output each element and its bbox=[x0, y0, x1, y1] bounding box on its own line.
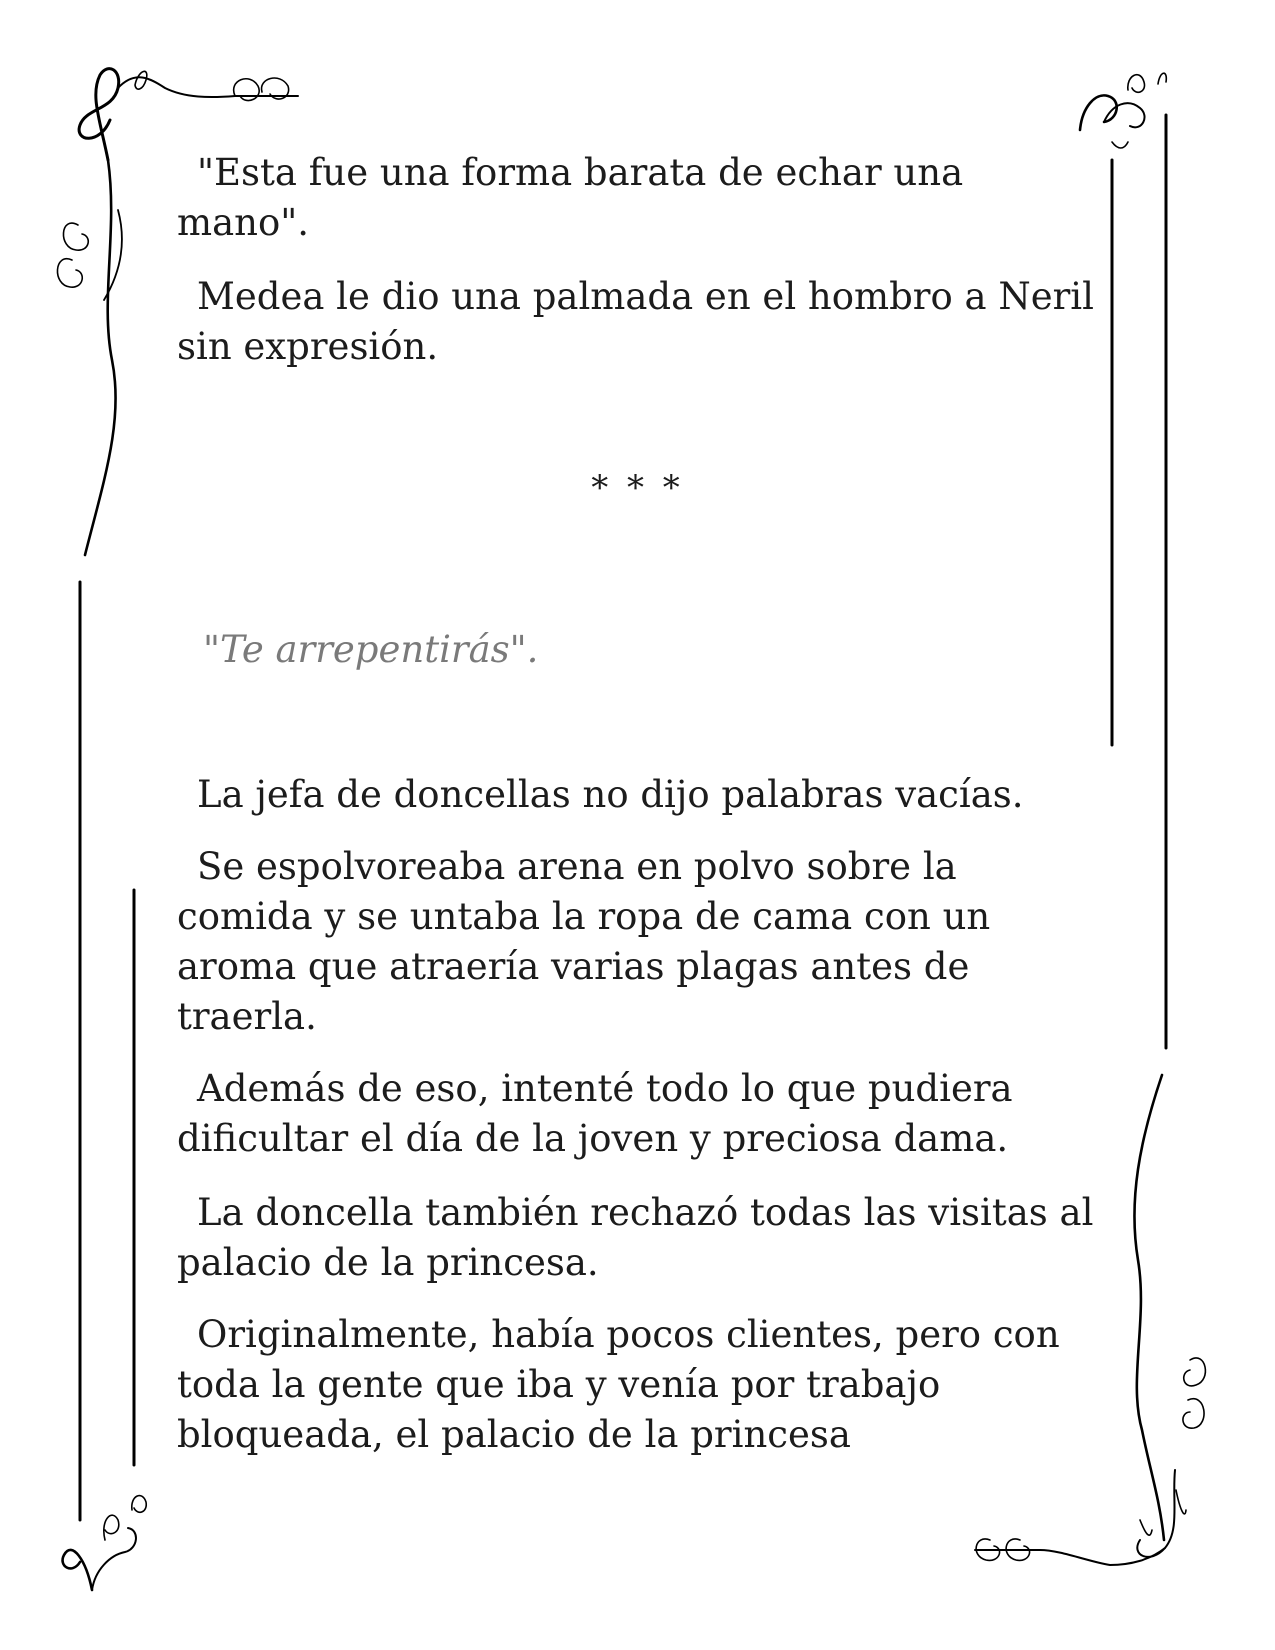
paragraph-3: La jefa de doncellas no dijo palabras vacías. bbox=[197, 773, 1024, 816]
paragraph-5: Además de eso, intenté todo lo que pudiera dificultar el día de la joven y preciosa dama. bbox=[177, 1067, 1013, 1160]
scene-separator: * * * bbox=[591, 468, 684, 508]
paragraph-6: La doncella también rechazó todas las visitas al palacio de la princesa. bbox=[177, 1191, 1094, 1284]
paragraph-1: "Esta fue una forma barata de echar una mano". bbox=[177, 151, 964, 244]
paragraph-2: Medea le dio una palmada en el hombro a Neril sin expresión. bbox=[177, 275, 1094, 368]
paragraph-7: Originalmente, había pocos clientes, pero con toda la gente que iba y venía por trabajo bloqueada, el palacio de la princesa bbox=[177, 1313, 1060, 1456]
bottom-left-flourish bbox=[63, 1496, 147, 1590]
whisper-line: "Te arrepentirás". bbox=[203, 628, 539, 671]
paragraph-4: Se espolvoreaba arena en polvo sobre la comida y se untaba la ropa de cama con un aroma que atraería varias plagas antes de traerla. bbox=[177, 845, 991, 1038]
top-right-flourish bbox=[1080, 73, 1166, 148]
